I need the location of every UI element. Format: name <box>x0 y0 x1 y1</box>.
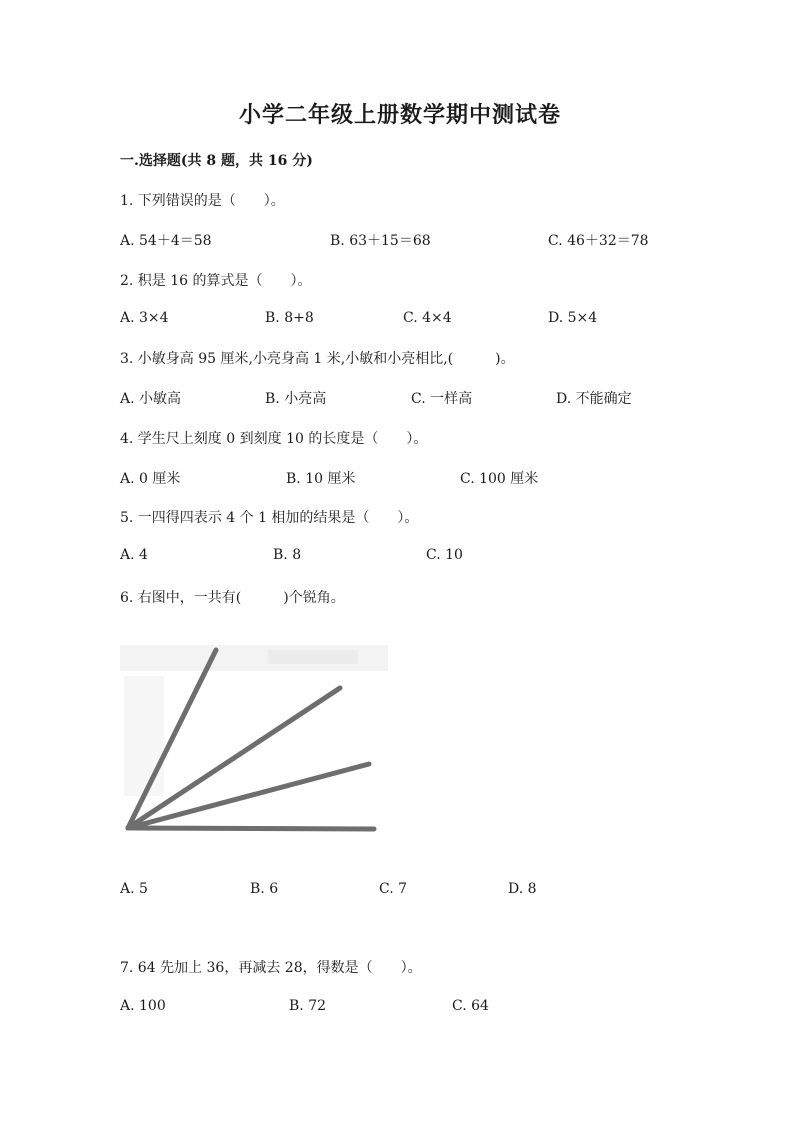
question-5-option-a: A. 4 <box>120 547 148 563</box>
question-1-option-b: B. 63＋15＝68 <box>330 233 431 249</box>
question-6-option-c: C. 7 <box>379 881 408 897</box>
question-4-option-b: B. 10 厘米 <box>286 471 356 487</box>
question-2-option-b: B. 8+8 <box>265 310 314 326</box>
question-4-option-c: C. 100 厘米 <box>460 471 539 487</box>
question-2-option-d: D. 5×4 <box>548 310 598 326</box>
question-5-option-c: C. 10 <box>426 547 463 563</box>
question-5-stem: 5. 一四得四表示 4 个 1 相加的结果是（ ）。 <box>120 510 419 526</box>
question-3-stem: 3. 小敏身高 95 厘米,小亮身高 1 米,小敏和小亮相比,( )。 <box>120 351 515 367</box>
page-title: 小学二年级上册数学期中测试卷 <box>238 102 561 128</box>
question-7-option-c: C. 64 <box>452 998 489 1014</box>
question-3-option-d: D. 不能确定 <box>556 391 632 407</box>
question-2-option-c: C. 4×4 <box>403 310 452 326</box>
question-3-option-a: A. 小敏高 <box>120 391 182 407</box>
acute-angles-figure <box>118 640 393 835</box>
question-7-stem: 7. 64 先加上 36，再减去 28，得数是（ ）。 <box>120 960 422 976</box>
question-6-option-d: D. 8 <box>508 881 537 897</box>
section-heading: 一.选择题(共 8 题，共 16 分) <box>120 153 313 169</box>
question-2-stem: 2. 积是 16 的算式是（ ）。 <box>120 273 312 289</box>
question-5-option-b: B. 8 <box>273 547 302 563</box>
question-3-option-b: B. 小亮高 <box>265 391 327 407</box>
question-4-stem: 4. 学生尺上刻度 0 到刻度 10 的长度是（ ）。 <box>120 431 428 447</box>
figure-scan-shade-3 <box>268 650 358 664</box>
question-2-option-a: A. 3×4 <box>120 310 169 326</box>
question-1-option-c: C. 46＋32＝78 <box>548 233 649 249</box>
question-6-option-a: A. 5 <box>120 881 148 897</box>
ray-4 <box>128 828 374 829</box>
question-7-option-b: B. 72 <box>289 998 327 1014</box>
ray-3 <box>128 764 369 828</box>
question-6-stem: 6. 右图中，一共有( )个锐角。 <box>120 590 345 606</box>
question-3-option-c: C. 一样高 <box>411 391 473 407</box>
question-1-stem: 1. 下列错误的是（ ）。 <box>120 193 285 209</box>
question-6-option-b: B. 6 <box>250 881 279 897</box>
figure-scan-shade-2 <box>124 676 164 796</box>
question-7-option-a: A. 100 <box>120 998 166 1014</box>
question-1-option-a: A. 54＋4＝58 <box>120 233 212 249</box>
question-4-option-a: A. 0 厘米 <box>120 471 181 487</box>
